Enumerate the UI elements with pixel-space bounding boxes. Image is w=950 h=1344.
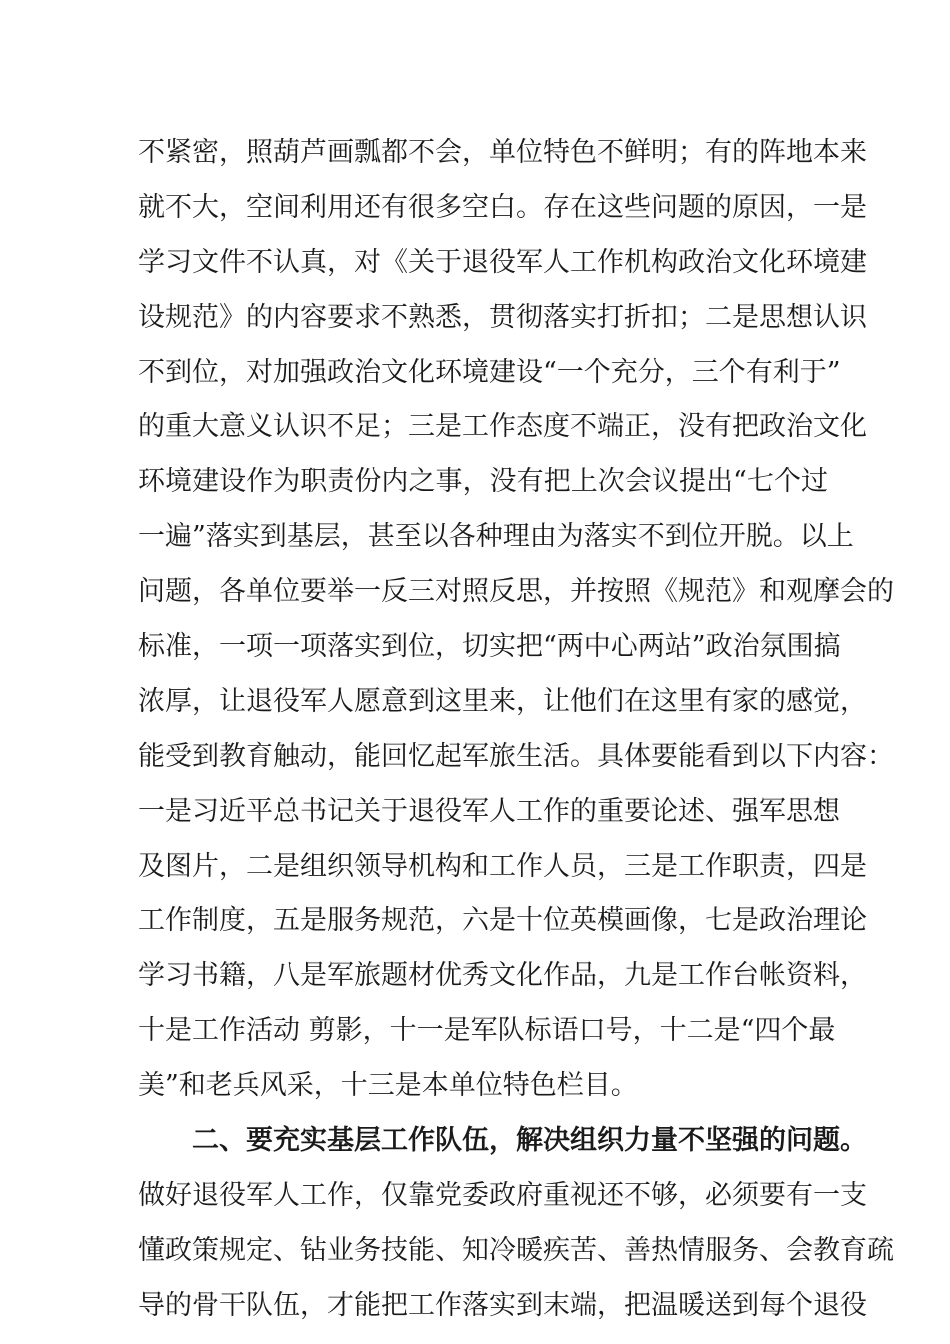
paragraph-line: 懂政策规定、钻业务技能、知冷暖疾苦、善热情服务、会教育疏 bbox=[138, 1234, 894, 1266]
paragraph-line: 设规范》的内容要求不熟悉，贯彻落实打折扣；二是思想认识 bbox=[138, 301, 867, 333]
body-text bbox=[138, 126, 894, 1334]
section-heading: 二、要充实基层工作队伍，解决组织力量不坚强的问题。 bbox=[192, 1125, 867, 1157]
paragraph-line: 不到位，对加强政治文化环境建设“一个充分，三个有利于” bbox=[138, 356, 841, 388]
paragraph-line: 能受到教育触动，能回忆起军旅生活。具体要能看到以下内容： bbox=[138, 740, 894, 772]
paragraph-line: 不紧密，照葫芦画瓢都不会，单位特色不鲜明；有的阵地本来 bbox=[138, 137, 867, 168]
paragraph-line: 一遍”落实到基层，甚至以各种理由为落实不到位开脱。以上 bbox=[138, 521, 854, 553]
paragraph-line: 问题，各单位要举一反三对照反思，并按照《规范》和观摩会的 bbox=[138, 576, 894, 608]
paragraph-line: 学习书籍，八是军旅题材优秀文化作品，九是工作台帐资料， bbox=[138, 960, 867, 992]
paragraph-line: 导的骨干队伍，才能把工作落实到末端，把温暖送到每个退役 bbox=[138, 1289, 867, 1321]
paragraph-line: 做好退役军人工作，仅靠党委政府重视还不够，必须要有一支 bbox=[138, 1179, 867, 1211]
paragraph-line: 工作制度，五是服务规范，六是十位英模画像，七是政治理论 bbox=[138, 905, 867, 937]
paragraph-line: 一是习近平总书记关于退役军人工作的重要论述、强军思想 bbox=[138, 795, 840, 827]
paragraph-line: 就不大，空间利用还有很多空白。存在这些问题的原因，一是 bbox=[138, 191, 867, 223]
paragraph-line: 环境建设作为职责份内之事，没有把上次会议提出“七个过 bbox=[138, 466, 828, 498]
paragraph-line: 美”和老兵风采，十三是本单位特色栏目。 bbox=[138, 1070, 638, 1102]
paragraph-line: 的重大意义认识不足；三是工作态度不端正，没有把政治文化 bbox=[138, 411, 867, 443]
paragraph-line: 十是工作活动 剪影，十一是军队标语口号，十二是“四个最 bbox=[138, 1015, 836, 1047]
paragraph-line: 标准，一项一项落实到位，切实把“两中心两站”政治氛围搞 bbox=[138, 631, 841, 663]
paragraph-line: 学习文件不认真，对《关于退役军人工作机构政治文化环境建 bbox=[138, 246, 867, 278]
paragraph-line: 及图片，二是组织领导机构和工作人员，三是工作职责，四是 bbox=[138, 850, 867, 882]
paragraph-line: 浓厚，让退役军人愿意到这里来，让他们在这里有家的感觉， bbox=[138, 685, 867, 717]
